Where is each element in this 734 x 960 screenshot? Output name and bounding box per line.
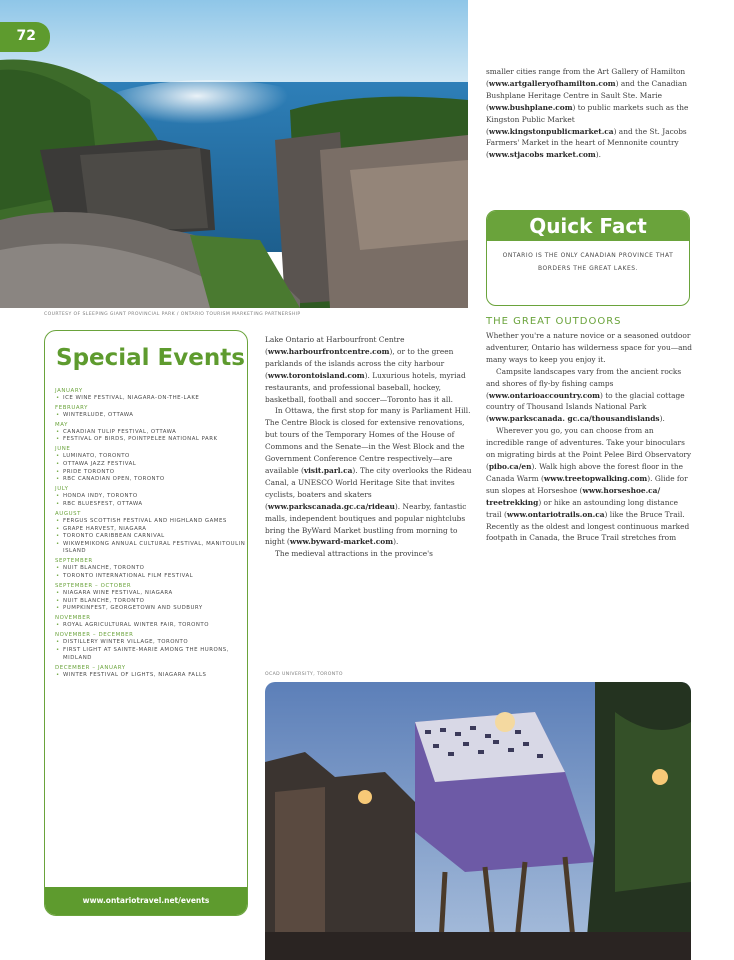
text-run: ), or to the green parklands of the islands across the city harbour ( bbox=[265, 346, 454, 380]
text-run: Wherever you go, you can choose from an incredible range of adventures. Take your binoculars on migrating birds at the Point Pelee Bird Observatory ( bbox=[486, 426, 692, 471]
paragraph bbox=[486, 366, 692, 426]
event-item: • ICE WINE FESTIVAL, NIAGARA-ON-THE-LAKE bbox=[55, 395, 247, 403]
web-link[interactable]: www.horseshoe.ca/ treetrekking bbox=[486, 485, 661, 507]
event-item: • WIKWEMIKONG ANNUAL CULTURAL FESTIVAL, MANITOULIN ISLAND bbox=[55, 541, 247, 556]
web-link[interactable]: www.parkscanada.gc.ca/rideau bbox=[267, 501, 395, 511]
event-month: SEPTEMBER bbox=[55, 558, 93, 565]
text-run: ) to the glacial cottage country of Thousand Islands National Park ( bbox=[486, 390, 685, 424]
web-link[interactable]: www.torontoisland.com bbox=[267, 370, 365, 380]
event-item: • TORONTO INTERNATIONAL FILM FESTIVAL bbox=[55, 573, 247, 581]
special-events-box bbox=[44, 330, 248, 916]
event-month: FEBRUARY bbox=[55, 404, 89, 411]
quick-fact-title: Quick Fact bbox=[487, 211, 689, 241]
middle-column-body bbox=[265, 334, 473, 560]
text-run: ). Luxurious hotels, myriad restaurants, and professional baseball, hockey, basketball, football and soccer—Toronto has it all. bbox=[265, 370, 466, 404]
text-run: Whether you're a nature novice or a seasoned outdoor adventurer, Ontario has wilderness space for you—and many ways to keep you enjoy it. bbox=[486, 331, 692, 364]
event-item: • TORONTO CARIBBEAN CARNIVAL bbox=[55, 533, 247, 541]
text-run: The medieval attractions in the province's bbox=[275, 549, 433, 559]
special-events-list bbox=[45, 379, 247, 679]
event-month: DECEMBER – JANUARY bbox=[55, 664, 126, 671]
text-run: ) and the Canadian Bushplane Heritage Centre in Sault Ste. Marie ( bbox=[486, 78, 688, 112]
paragraph bbox=[265, 334, 473, 405]
web-link[interactable]: www.ontariotrails.on.ca bbox=[506, 509, 605, 519]
special-events-title: Special Events bbox=[56, 345, 245, 371]
special-events-link[interactable]: www.ontariotravel.net/events bbox=[45, 887, 247, 915]
text-run: Lake Ontario at Harbourfront Centre ( bbox=[265, 335, 405, 356]
event-item: • FIRST LIGHT AT SAINTE-MARIE AMONG THE HURONS, MIDLAND bbox=[55, 647, 247, 662]
text-run: smaller cities range from the Art Gallery of Hamilton ( bbox=[486, 67, 686, 88]
web-link[interactable]: www.ontarioaccountry.com bbox=[488, 390, 600, 400]
event-item: • RBC BLUESFEST, OTTAWA bbox=[55, 501, 247, 509]
event-item: • WINTER FESTIVAL OF LIGHTS, NIAGARA FALLS bbox=[55, 672, 247, 680]
event-item: • OTTAWA JAZZ FESTIVAL bbox=[55, 461, 247, 469]
event-item: • GRAPE HARVEST, NIAGARA bbox=[55, 526, 247, 534]
event-month: SEPTEMBER – OCTOBER bbox=[55, 583, 132, 590]
event-item: • NUIT BLANCHE, TORONTO bbox=[55, 598, 247, 606]
event-item: • RBC CANADIAN OPEN, TORONTO bbox=[55, 476, 247, 484]
text-run: ). The city overlooks the Rideau Canal, a UNESCO World Heritage Site that invites cyclists, boaters and skaters ( bbox=[265, 465, 472, 511]
event-item: • PUMPKINFEST, GEORGETOWN AND SUDBURY bbox=[55, 605, 247, 613]
great-outdoors-body bbox=[486, 330, 692, 544]
event-item: • CANADIAN TULIP FESTIVAL, OTTAWA bbox=[55, 429, 247, 437]
event-month: AUGUST bbox=[55, 510, 82, 517]
text-run: ). bbox=[595, 150, 601, 160]
web-link[interactable]: www.kingstonpublicmarket.ca bbox=[488, 126, 614, 136]
paragraph bbox=[486, 425, 692, 544]
event-item: • ROYAL AGRICULTURAL WINTER FAIR, TORONTO bbox=[55, 622, 247, 630]
text-run: ) or hike an astounding long distance trail ( bbox=[486, 497, 678, 519]
web-link[interactable]: visit.parl.ca bbox=[303, 465, 353, 475]
text-run: ). bbox=[659, 414, 665, 424]
text-run: ) and the St. Jacobs Farmers' Market in the heart of Mennonite country ( bbox=[486, 126, 687, 160]
event-item: • NUIT BLANCHE, TORONTO bbox=[55, 565, 247, 573]
event-item: • PRIDE TORONTO bbox=[55, 469, 247, 477]
web-link[interactable]: www.byward-market.com bbox=[289, 537, 394, 547]
paragraph bbox=[265, 405, 473, 548]
text-run: ). Walk high above the forest floor in the Canada Warm ( bbox=[486, 461, 684, 483]
bottom-photo-caption: OCAD UNIVERSITY, TORONTO bbox=[265, 672, 343, 677]
top-landscape-photo bbox=[0, 0, 468, 308]
bottom-building-photo bbox=[265, 682, 691, 960]
event-month: JUNE bbox=[55, 446, 71, 453]
web-link[interactable]: www.treetopwalking.com bbox=[543, 473, 648, 483]
web-link[interactable]: www.harbourfrontcentre.com bbox=[267, 346, 390, 356]
paragraph bbox=[486, 66, 692, 161]
event-month: MAY bbox=[55, 421, 69, 428]
event-item: • WINTERLUDE, OTTAWA bbox=[55, 412, 247, 420]
text-run: ). Glide for sun slopes at Horseshoe ( bbox=[486, 473, 688, 495]
event-item: • NIAGARA WINE FESTIVAL, NIAGARA bbox=[55, 590, 247, 598]
page-number-tab: 72 bbox=[0, 22, 50, 52]
event-month: JANUARY bbox=[55, 387, 83, 394]
text-run: In Ottawa, the first stop for many is Parliament Hill. The Centre Block is closed for extensive renovations, but tours of the Temporary Homes of the House of Commons and the Senate—in the West Block and the Government Conference Centre respectively—are available ( bbox=[265, 406, 471, 475]
paragraph bbox=[265, 548, 473, 560]
text-run: Campsite landscapes vary from the ancient rocks and shores of fly-by fishing camps ( bbox=[486, 366, 682, 400]
text-run: ) to public markets such as the Kingston Public Market ( bbox=[486, 102, 689, 136]
text-run: ). Nearby, fantastic malls, independent boutiques and popular nightclubs bring the ByWard Market bustling from morning to night ( bbox=[265, 501, 467, 547]
quick-fact-box bbox=[486, 210, 690, 306]
text-run: ) like the Bruce Trail. Recently as the oldest and longest continuous marked footpath in Canada, the Bruce Trail stretches from bbox=[486, 509, 690, 543]
quick-fact-text: ONTARIO IS THE ONLY CANADIAN PROVINCE THAT BORDERS THE GREAT LAKES. bbox=[502, 252, 674, 272]
event-item: • DISTILLERY WINTER VILLAGE, TORONTO bbox=[55, 639, 247, 647]
event-item: • FESTIVAL OF BIRDS, POINTPELEE NATIONAL PARK bbox=[55, 436, 247, 444]
web-link[interactable]: www.parkscanada. gc.ca/thousandislands bbox=[488, 414, 660, 424]
event-item: • HONDA INDY, TORONTO bbox=[55, 493, 247, 501]
event-item: • LUMINATO, TORONTO bbox=[55, 453, 247, 461]
web-link[interactable]: www.stjacobs market.com bbox=[488, 150, 596, 160]
text-run: ). bbox=[393, 537, 399, 547]
great-outdoors-heading: THE GREAT OUTDOORS bbox=[486, 316, 622, 327]
event-month: NOVEMBER bbox=[55, 615, 91, 622]
web-link[interactable]: www.artgalleryofhamilton.com bbox=[488, 78, 616, 88]
right-column-intro bbox=[486, 66, 692, 161]
paragraph bbox=[486, 330, 692, 366]
event-item: • FERGUS SCOTTISH FESTIVAL AND HIGHLAND GAMES bbox=[55, 518, 247, 526]
event-month: NOVEMBER – DECEMBER bbox=[55, 632, 134, 639]
event-month: JULY bbox=[55, 486, 69, 493]
web-link[interactable]: pibo.ca/en bbox=[488, 461, 532, 471]
top-photo-caption: COURTESY OF SLEEPING GIANT PROVINCIAL PARK / ONTARIO TOURISM MARKETING PARTNERSHIP bbox=[44, 312, 301, 317]
web-link[interactable]: www.bushplane.com bbox=[488, 102, 573, 112]
